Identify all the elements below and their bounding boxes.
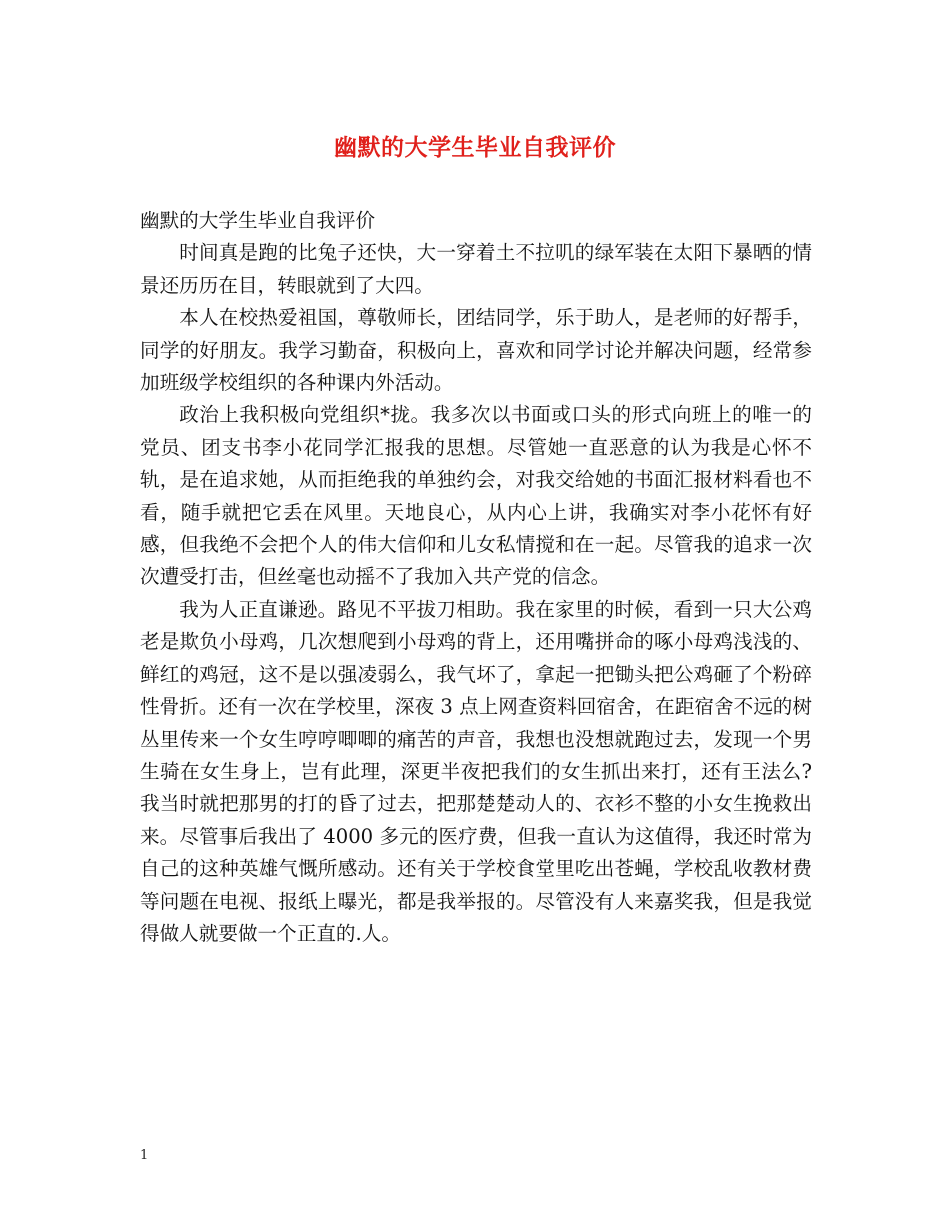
- paragraph-1: 时间真是跑的比兔子还快，大一穿着土不拉叽的绿军装在太阳下暴晒的情景还历历在目，转眼就到了大四。: [140, 241, 812, 297]
- paragraph-3: 政治上我积极向党组织*拢。我多次以书面或口头的形式向班上的唯一的党员、团支书李小花同学汇报我的思想。尽管她一直恶意的认为我是心怀不轨，是在追求她，从而拒绝我的单独约会，对我交给她的书面汇报材料看也不看，随手就把它丢在风里。天地良心，从内心上讲，我确实对李小花怀有好感，但我绝不会把个人的伟大信仰和儿女私情搅和在一起。尽管我的追求一次次遭受打击，但丝毫也动摇不了我加入共产党的信念。: [140, 403, 812, 589]
- page-number: 1: [140, 1148, 149, 1163]
- document-subtitle: 幽默的大学生毕业自我评价: [140, 209, 376, 232]
- document-body: [140, 205, 812, 950]
- page-title: 幽默的大学生毕业自我评价: [334, 134, 616, 161]
- paragraph-4: 我为人正直谦逊。路见不平拔刀相助。我在家里的时候，看到一只大公鸡老是欺负小母鸡，几次想爬到小母鸡的背上，还用嘴拼命的啄小母鸡浅浅的、鲜红的鸡冠，这不是以强凌弱么，我气坏了，拿起一把锄头把公鸡砸了个粉碎性骨折。还有一次在学校里，深夜 3 点上网查资料回宿舍，在距宿舍不远的树丛里传来一个女生哼哼唧唧的痛苦的声音，我想也没想就跑过去，发现一个男生骑在女生身上，岂有此理，深更半夜把我们的女生抓出来打，还有王法么?我当时就把那男的打的昏了过去，把那楚楚动人的、衣衫不整的小女生挽救出来。尽管事后我出了 4000 多元的医疗费，但我一直认为这值得，我还时常为自己的这种英雄气慨所感动。还有关于学校食堂里吃出苍蝇，学校乱收教材费等问题在电视、报纸上曝光，都是我举报的。尽管没有人来嘉奖我，但是我觉得做人就要做一个正直的.人。: [140, 597, 812, 945]
- paragraph-2: 本人在校热爱祖国，尊敬师长，团结同学，乐于助人，是老师的好帮手，同学的好朋友。我学习勤奋，积极向上，喜欢和同学讨论并解决问题，经常参加班级学校组织的各种课内外活动。: [140, 306, 812, 395]
